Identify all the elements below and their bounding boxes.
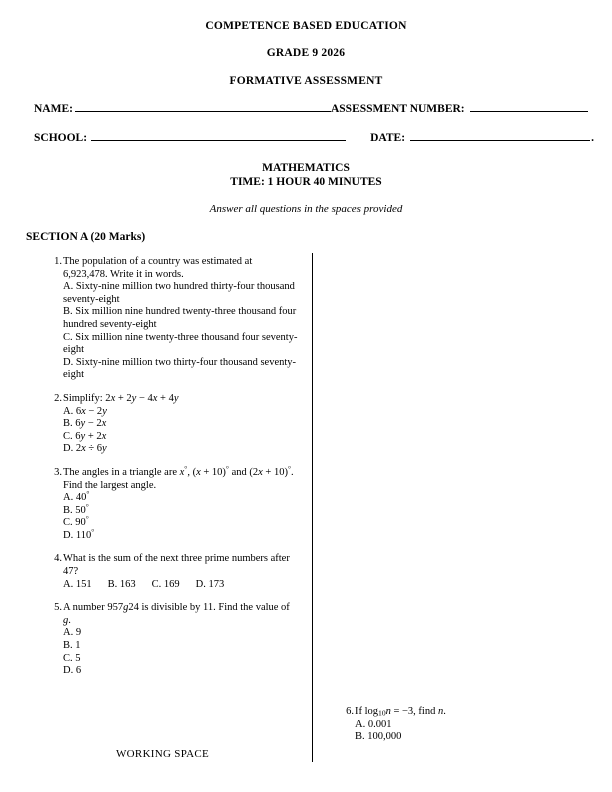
questions-column-left: [46, 256, 298, 678]
name-assessment-row: [34, 101, 594, 115]
question-options: [63, 579, 298, 592]
school-date-row: [34, 130, 594, 144]
assessment-number-input[interactable]: [470, 101, 588, 112]
question-number: 5.: [54, 602, 62, 614]
question-option[interactable]: B. Six million nine hundred twenty-three thousand four hundred seventy-eight: [63, 306, 297, 330]
date-label: DATE:: [370, 132, 406, 145]
questions-column-right: [338, 706, 590, 744]
name-label: NAME:: [34, 103, 73, 116]
question-number: 2.: [54, 392, 62, 404]
question-option[interactable]: D. 173: [195, 578, 225, 590]
question-stem: A number 957g24 is divisible by 11. Find the value of g.: [63, 602, 290, 626]
question-stem: The population of a country was estimated at 6,923,478. Write it in words.: [63, 256, 253, 280]
question-number: 3.: [54, 466, 62, 478]
section-a-heading: SECTION A (20 Marks): [26, 231, 146, 243]
question-option[interactable]: D. 2x ÷ 6y: [63, 443, 107, 455]
question-option[interactable]: B. 100,000: [355, 731, 402, 743]
question-option[interactable]: C. Six million nine twenty-three thousand four seventy-eight: [63, 331, 298, 356]
subject-block: [0, 161, 612, 189]
question-item: [46, 393, 298, 456]
question-body: [63, 553, 298, 591]
question-number: 4.: [54, 553, 62, 565]
assessment-number-label: ASSESSMENT NUMBER:: [330, 103, 465, 116]
question-option[interactable]: A. 9: [63, 627, 82, 639]
question-body: [63, 463, 298, 543]
working-space-label: WORKING SPACE: [116, 748, 210, 760]
question-stem: If $\log_{10}n = -3$, find n.: [355, 706, 446, 718]
date-trailing-period: .: [591, 132, 594, 145]
name-input[interactable]: [75, 101, 331, 112]
school-input[interactable]: [91, 130, 346, 141]
question-option[interactable]: D. Sixty-nine million two thirty-four thousand seventy-eight: [63, 356, 297, 381]
question-option[interactable]: A. 151: [63, 578, 92, 590]
assessment-type-title: FORMATIVE ASSESSMENT: [229, 75, 383, 87]
question-option[interactable]: C. 5: [63, 652, 81, 664]
question-item: [46, 602, 298, 678]
question-option[interactable]: C. 169: [151, 578, 180, 590]
question-number: 1.: [54, 256, 62, 267]
grade-year-title: GRADE 9 2026: [266, 47, 346, 59]
question-item: [46, 553, 298, 591]
school-label: SCHOOL:: [34, 132, 88, 145]
question-option[interactable]: B. 50°: [63, 501, 89, 516]
question-option[interactable]: A. 40°: [63, 489, 90, 504]
question-option[interactable]: B. 1: [63, 640, 81, 652]
instruction-text: Answer all questions in the spaces provided: [209, 203, 403, 215]
question-body: [63, 256, 298, 382]
question-option[interactable]: A. Sixty-nine million two hundred thirty-four thousand seventy-eight: [63, 281, 295, 305]
subject-name: MATHEMATICS: [262, 162, 350, 174]
exam-board-title: COMPETENCE BASED EDUCATION: [205, 20, 407, 32]
question-item: [338, 706, 590, 744]
question-item: [46, 463, 298, 543]
question-body: [355, 706, 590, 744]
subject-time: TIME: 1 HOUR 40 MINUTES: [230, 176, 382, 188]
question-stem: Simplify: 2x + 2y − 4x + 4y: [63, 392, 179, 404]
question-option[interactable]: C. 6y + 2x: [63, 430, 107, 442]
date-input[interactable]: [410, 130, 590, 141]
question-option[interactable]: B. 6y − 2x: [63, 418, 107, 430]
column-divider: [312, 253, 313, 762]
question-stem: The angles in a triangle are x°, (x + 10)° and (2x + 10)°. Find the largest angle.: [63, 463, 294, 491]
question-stem: What is the sum of the next three prime numbers after 47?: [63, 553, 290, 578]
question-body: [63, 602, 298, 678]
question-option[interactable]: D. 6: [63, 665, 82, 677]
question-option[interactable]: A. 0.001: [355, 718, 392, 730]
question-item: [46, 256, 298, 382]
question-option[interactable]: D. 110°: [63, 526, 95, 541]
question-number: 6.: [346, 706, 354, 717]
question-body: [63, 393, 298, 456]
question-option[interactable]: B. 163: [107, 578, 136, 590]
question-option[interactable]: A. 6x − 2y: [63, 405, 107, 417]
question-option[interactable]: C. 90°: [63, 514, 89, 529]
